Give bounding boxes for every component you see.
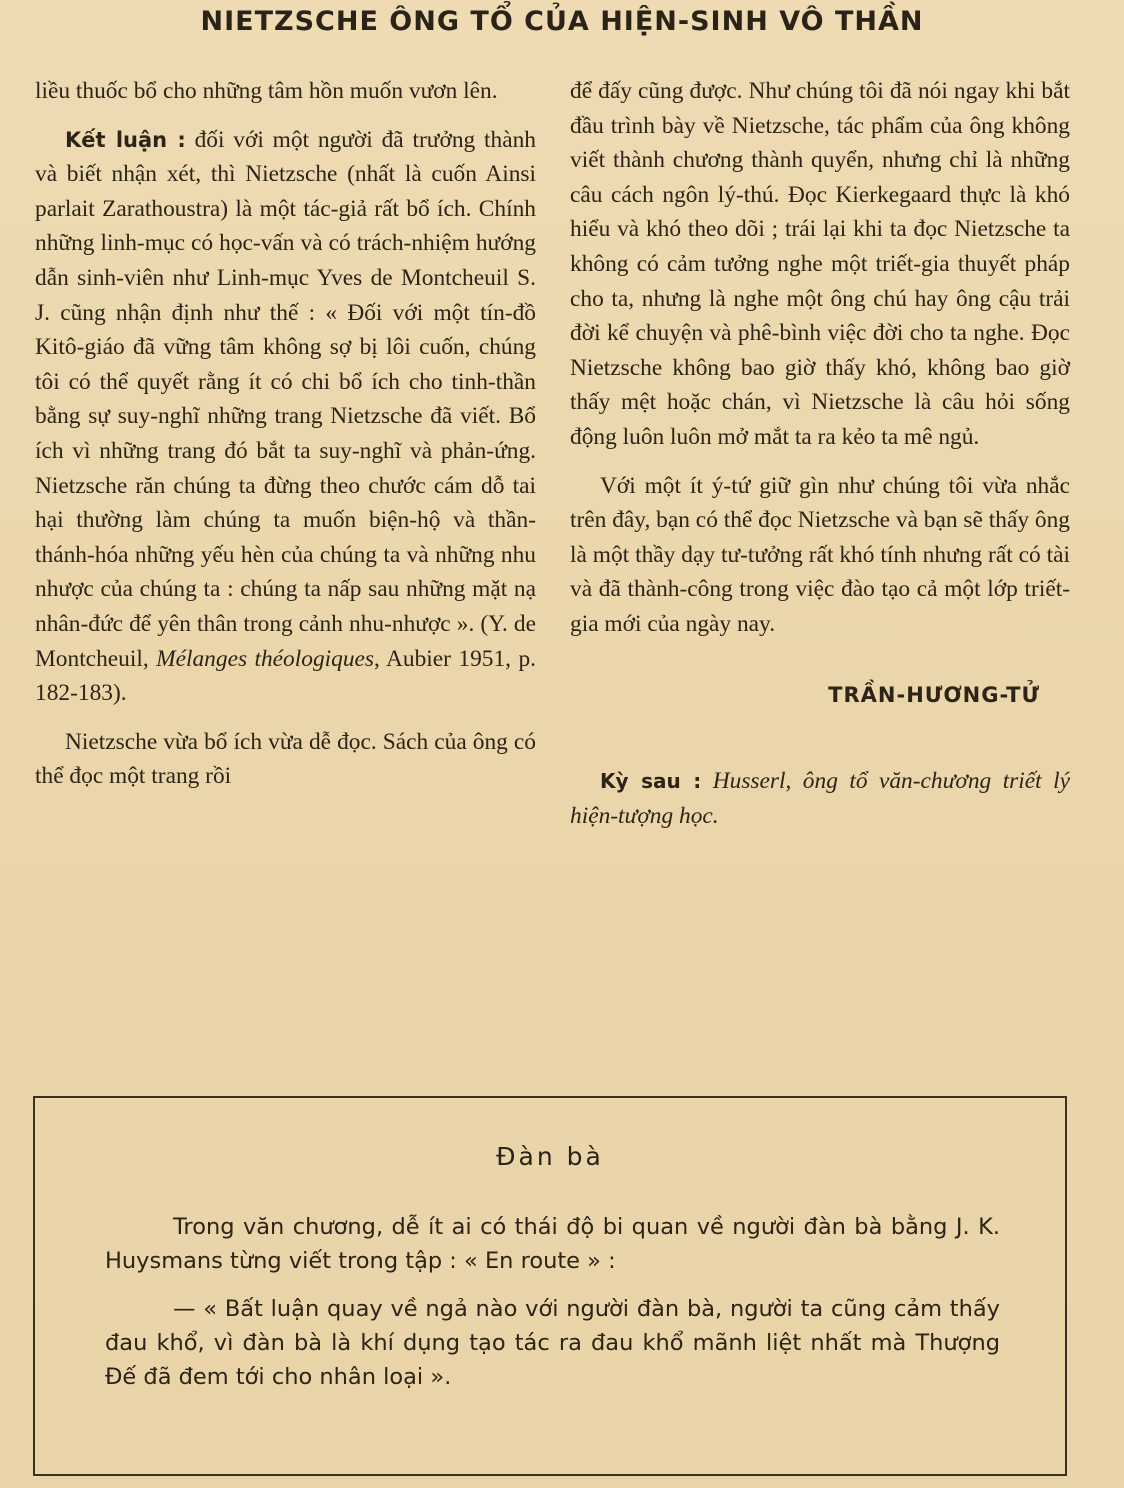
conclusion-paragraph xyxy=(35,123,536,711)
right-column xyxy=(570,74,1070,833)
paragraph: để đấy cũng được. Như chúng tôi đã nói ngay khi bắt đầu trình bày về Nietzsche, tác phẩm của ông không viết thành chương thành quyển, nhưng chỉ là những câu cách ngôn lý-thú. Đọc Kierkegaard thực là khó hiểu và khó theo dõi ; trái lại khi ta đọc Nietzsche ta không có cảm tưởng nghe một triết-gia thuyết pháp cho ta, nhưng là nghe một ông chú hay ông cậu trải đời kể chuyện và phê-bình việc đời cho ta nghe. Đọc Nietzsche không bao giờ thấy khó, không bao giờ thấy mệt hoặc chán, vì Nietzsche là câu hỏi sống động luôn luôn mở mắt ta ra kẻo ta mê ngủ. xyxy=(570,78,1070,450)
paragraph: Nietzsche vừa bổ ích vừa dễ đọc. Sách của ông có thể đọc một trang rồi xyxy=(35,728,536,790)
running-header: NIETZSCHE ÔNG TỔ CỦA HIỆN-SINH VÔ THẦN xyxy=(200,6,924,37)
citation-end: , Aubier 1951, p. 182-183). xyxy=(35,645,536,707)
box-body xyxy=(105,1210,1000,1394)
box-title: Đàn bà xyxy=(496,1142,604,1171)
conclusion-lead: Kết luận : xyxy=(65,127,186,152)
box-paragraph: Trong văn chương, dễ ít ai có thái độ bi quan về người đàn bà bằng J. K. Huysmans từng viết trong tập : « En route » : xyxy=(105,1214,1000,1274)
next-issue-note xyxy=(570,764,1070,833)
conclusion-text: đối với một người đã trưởng thành và biết nhận xét, thì Nietzsche (nhất là cuốn Ainsi parlait Zarathoustra) là một tác-giả rất bổ ích. Chính những linh-mục có học-vấn và có trách-nhiệm hướng dẫn sinh-viên như Linh-mục Yves de Montcheuil S. J. cũng nhận định như thế : « Đối với một tín-đồ Kitô-giáo đã vững tâm không sợ bị lôi cuốn, chúng tôi có thể quyết rằng ít có chi bổ ích cho tinh-thần bằng sự suy-nghĩ những trang Nietzsche đã viết. Bổ ích vì những trang đó bắt ta suy-nghĩ và phản-ứng. Nietzsche răn chúng ta đừng theo chước cám dỗ tai hại thường làm chúng ta muốn biện-hộ và thần-thánh-hóa những yếu hèn của chúng ta và những nhu nhược của chúng ta : chúng ta nấp sau những mặt nạ nhân-đức để yên thân trong cảnh nhu-nhược ». (Y. de Montcheuil, xyxy=(35,126,537,672)
next-issue-title: Husserl, ông tổ văn-chương triết lý hiện-tượng học. xyxy=(570,768,1070,829)
paragraph: Với một ít ý-tứ giữ gìn như chúng tôi vừa nhắc trên đây, bạn có thể đọc Nietzsche và bạn sẽ thấy ông là một thầy dạy tư-tưởng rất khó tính nhưng rất có tài và đã thành-công trong việc đào tạo cả một lớp triết-gia mới của ngày nay. xyxy=(570,472,1070,637)
left-column xyxy=(35,74,536,794)
next-issue-label: Kỳ sau : xyxy=(600,769,702,794)
box-quote: — « Bất luận quay về ngả nào với người đàn bà, người ta cũng cảm thấy đau khổ, vì đàn bà là khí dụng tạo tác ra đau khổ mãnh liệt nhất mà Thượng Đế đã đem tới cho nhân loại ». xyxy=(105,1296,1000,1390)
paragraph: liều thuốc bổ cho những tâm hồn muốn vươn lên. xyxy=(35,78,498,104)
sidebar-box xyxy=(33,1096,1067,1476)
book-title: Mélanges théologiques xyxy=(156,645,375,672)
author-signature: TRẦN-HƯƠNG-TỬ xyxy=(828,682,1040,707)
